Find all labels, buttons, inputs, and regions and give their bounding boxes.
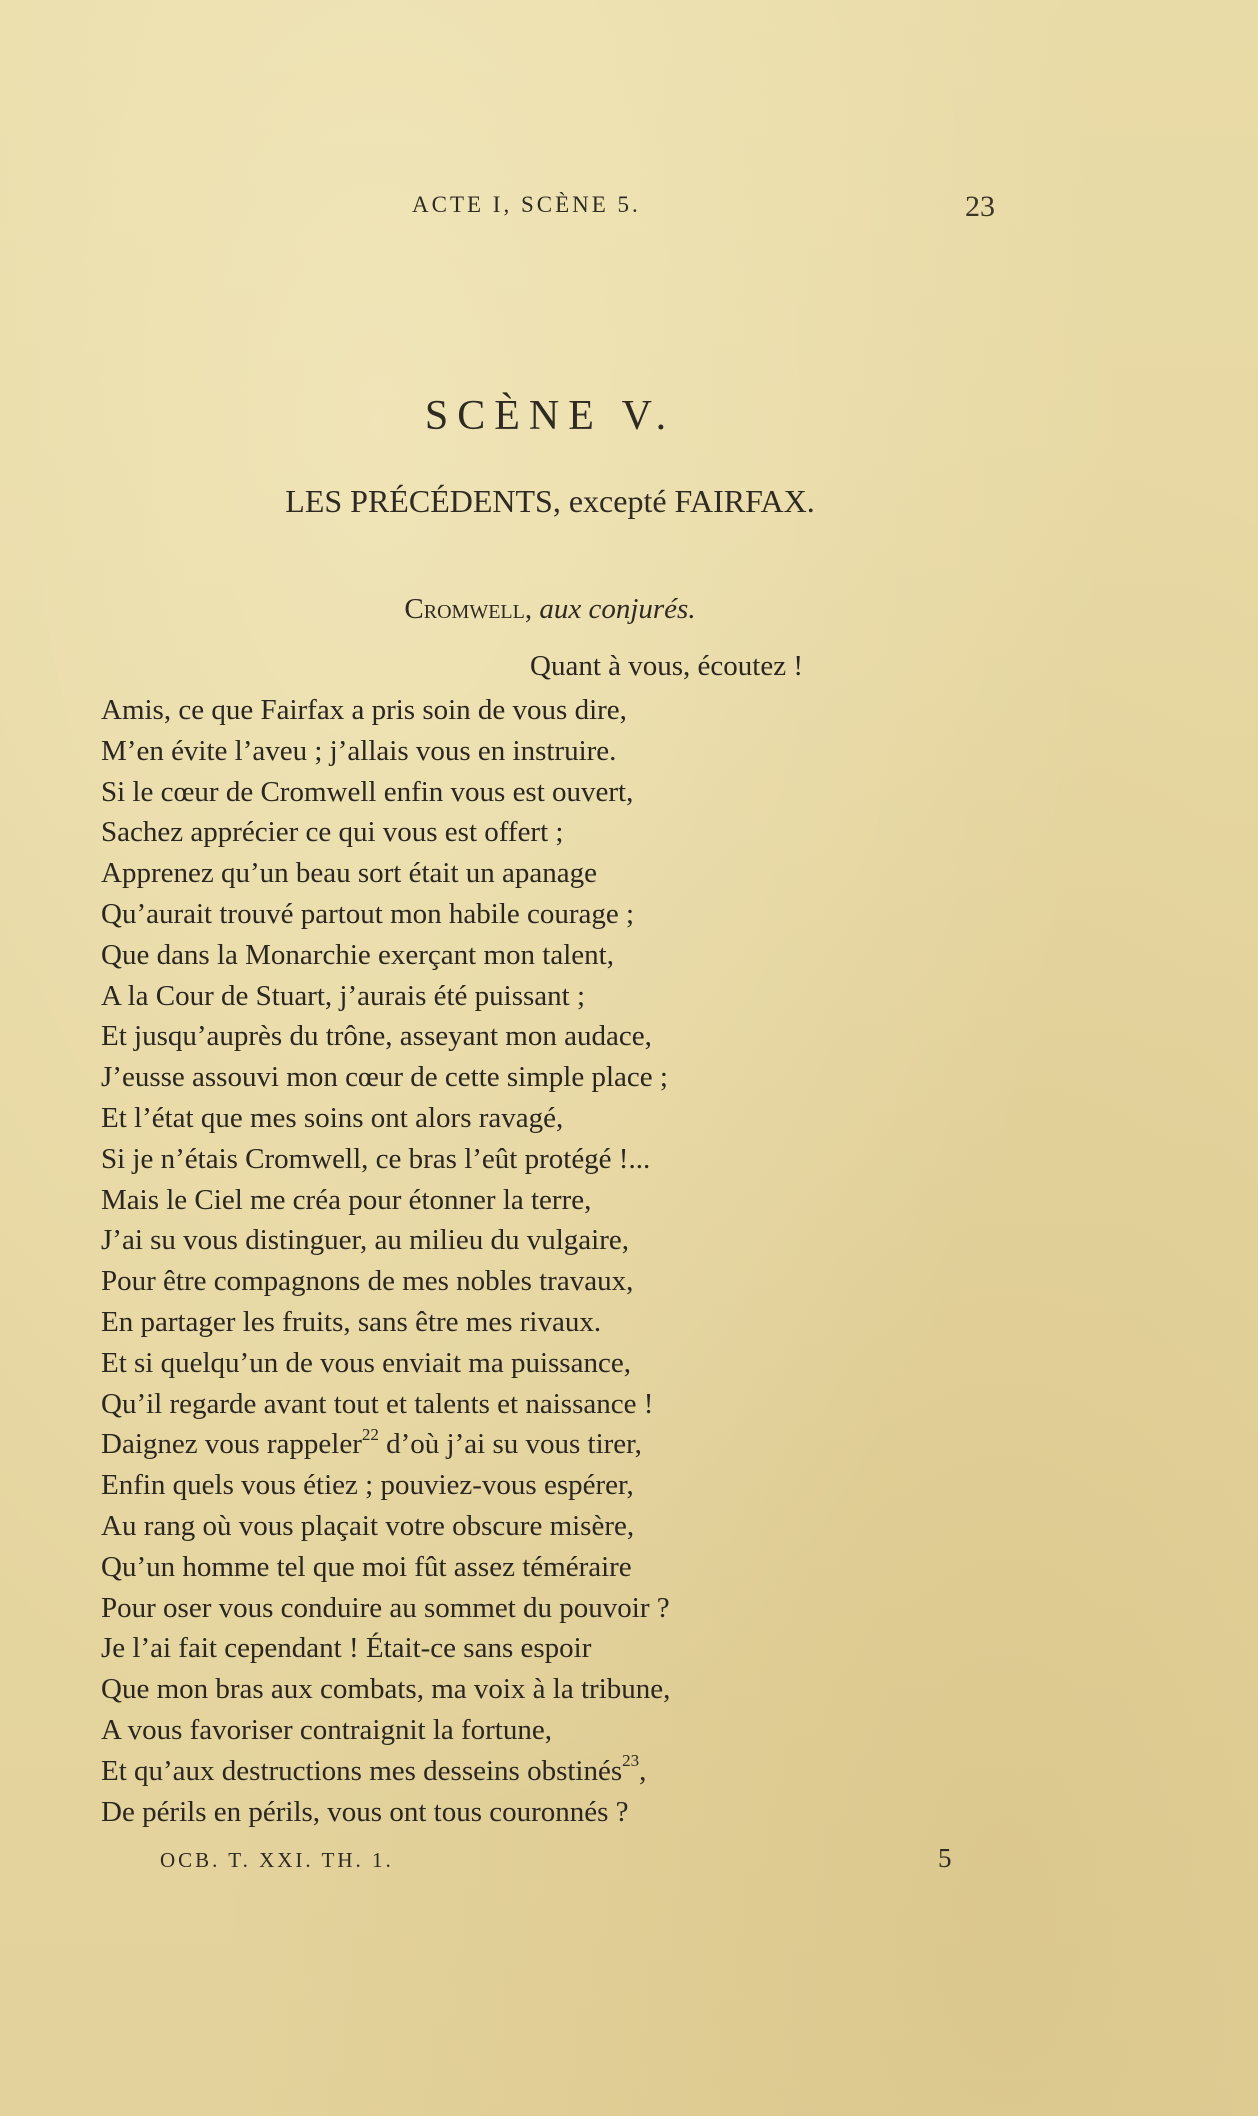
verse-line bbox=[101, 812, 901, 853]
verse-text: Au rang où vous plaçait votre obscure misère, bbox=[101, 1509, 635, 1542]
verse-text-continued: d’où j’ai su vous tirer, bbox=[378, 1428, 642, 1461]
verse-text: De périls en périls, vous ont tous couronnés ? bbox=[101, 1795, 629, 1828]
verse-line bbox=[101, 1710, 901, 1751]
verse-text: Que dans la Monarchie exerçant mon talent, bbox=[101, 938, 614, 971]
verse-line bbox=[101, 1384, 901, 1425]
verse-line bbox=[101, 1424, 901, 1465]
verse-line bbox=[101, 1180, 901, 1221]
verse-line bbox=[101, 1261, 901, 1302]
verse-line bbox=[101, 1506, 901, 1547]
verse-line bbox=[101, 894, 901, 935]
speaker-name: Cromwell, bbox=[404, 593, 533, 625]
verse-text: Si le cœur de Cromwell enfin vous est ouvert, bbox=[101, 775, 634, 808]
verse-text: En partager les fruits, sans être mes rivaux. bbox=[101, 1305, 602, 1338]
speaker-heading bbox=[0, 593, 1100, 626]
footnote-reference: 22 bbox=[361, 1424, 379, 1444]
verse-line bbox=[101, 1628, 901, 1669]
printer-signature: OCB. T. XXI. TH. 1. bbox=[160, 1848, 394, 1872]
verse-line bbox=[101, 690, 901, 731]
verse-text: Apprenez qu’un beau sort était un apanage bbox=[101, 857, 598, 890]
verse-text: A la Cour de Stuart, j’aurais été puissant ; bbox=[101, 979, 586, 1012]
verse-text: J’eusse assouvi mon cœur de cette simple place ; bbox=[101, 1061, 668, 1094]
verse-line bbox=[101, 935, 901, 976]
page-number: 23 bbox=[965, 190, 995, 223]
verse-text: Pour oser vous conduire au sommet du pouvoir ? bbox=[101, 1591, 670, 1624]
verse-line bbox=[101, 1588, 901, 1629]
verse-line bbox=[101, 1016, 901, 1057]
footnote-reference: 23 bbox=[622, 1751, 640, 1771]
verse-line bbox=[101, 1302, 901, 1343]
verse-text: Et l’état que mes soins ont alors ravagé, bbox=[101, 1101, 564, 1134]
verse-line bbox=[101, 1139, 901, 1180]
verse-line bbox=[101, 1669, 901, 1710]
characters-line: LES PRÉCÉDENTS, excepté FAIRFAX. bbox=[285, 483, 815, 519]
first-verse-line: Quant à vous, écoutez ! bbox=[530, 650, 803, 682]
verse-line bbox=[101, 731, 901, 772]
stage-direction: aux conjurés. bbox=[539, 593, 696, 625]
gathering-number: 5 bbox=[938, 1843, 952, 1873]
verse-text: Et si quelqu’un de vous enviait ma puissance, bbox=[101, 1346, 631, 1379]
verse-text: M’en évite l’aveu ; j’allais vous en instruire. bbox=[101, 734, 617, 767]
verse-line bbox=[101, 772, 901, 813]
verse-text: Que mon bras aux combats, ma voix à la tribune, bbox=[101, 1673, 671, 1706]
verse-line bbox=[101, 1057, 901, 1098]
verse-line bbox=[101, 853, 901, 894]
verse-text: J’ai su vous distinguer, au milieu du vulgaire, bbox=[101, 1224, 630, 1257]
scene-title: SCÈNE V. bbox=[424, 393, 676, 439]
verse-text: Et qu’aux destructions mes desseins obstinés bbox=[101, 1754, 623, 1787]
verse-line bbox=[101, 976, 901, 1017]
verse-text: Pour être compagnons de mes nobles travaux, bbox=[101, 1265, 634, 1298]
verse-text: Si je n’étais Cromwell, ce bras l’eût protégé !... bbox=[101, 1142, 651, 1175]
verse-line bbox=[101, 1547, 901, 1588]
verse-line bbox=[101, 1751, 901, 1792]
verse-text: Qu’il regarde avant tout et talents et naissance ! bbox=[101, 1387, 654, 1420]
verse-text: Qu’un homme tel que moi fût assez téméraire bbox=[101, 1550, 632, 1583]
verse-list bbox=[101, 690, 901, 1832]
verse-line bbox=[101, 1098, 901, 1139]
verse-text: Enfin quels vous étiez ; pouviez-vous espérer, bbox=[101, 1469, 634, 1502]
verse-text: Amis, ce que Fairfax a pris soin de vous dire, bbox=[101, 694, 627, 726]
running-head: ACTE I, SCÈNE 5. bbox=[412, 192, 641, 217]
verse-text: Je l’ai fait cependant ! Était-ce sans espoir bbox=[101, 1632, 592, 1665]
verse-line bbox=[101, 1343, 901, 1384]
verse-line bbox=[101, 1465, 901, 1506]
verse-text: Et jusqu’auprès du trône, asseyant mon audace, bbox=[101, 1020, 652, 1053]
verse-text: Mais le Ciel me créa pour étonner la terre, bbox=[101, 1183, 592, 1216]
verse-text: A vous favoriser contraignit la fortune, bbox=[101, 1713, 552, 1746]
verse-line bbox=[101, 1220, 901, 1261]
verse-text: Daignez vous rappeler bbox=[101, 1428, 362, 1461]
verse-text: Qu’aurait trouvé partout mon habile courage ; bbox=[101, 897, 635, 930]
verse-text-continued: , bbox=[639, 1754, 647, 1787]
verse-text: Sachez apprécier ce qui vous est offert ; bbox=[101, 816, 564, 849]
verse-line bbox=[101, 1792, 901, 1833]
